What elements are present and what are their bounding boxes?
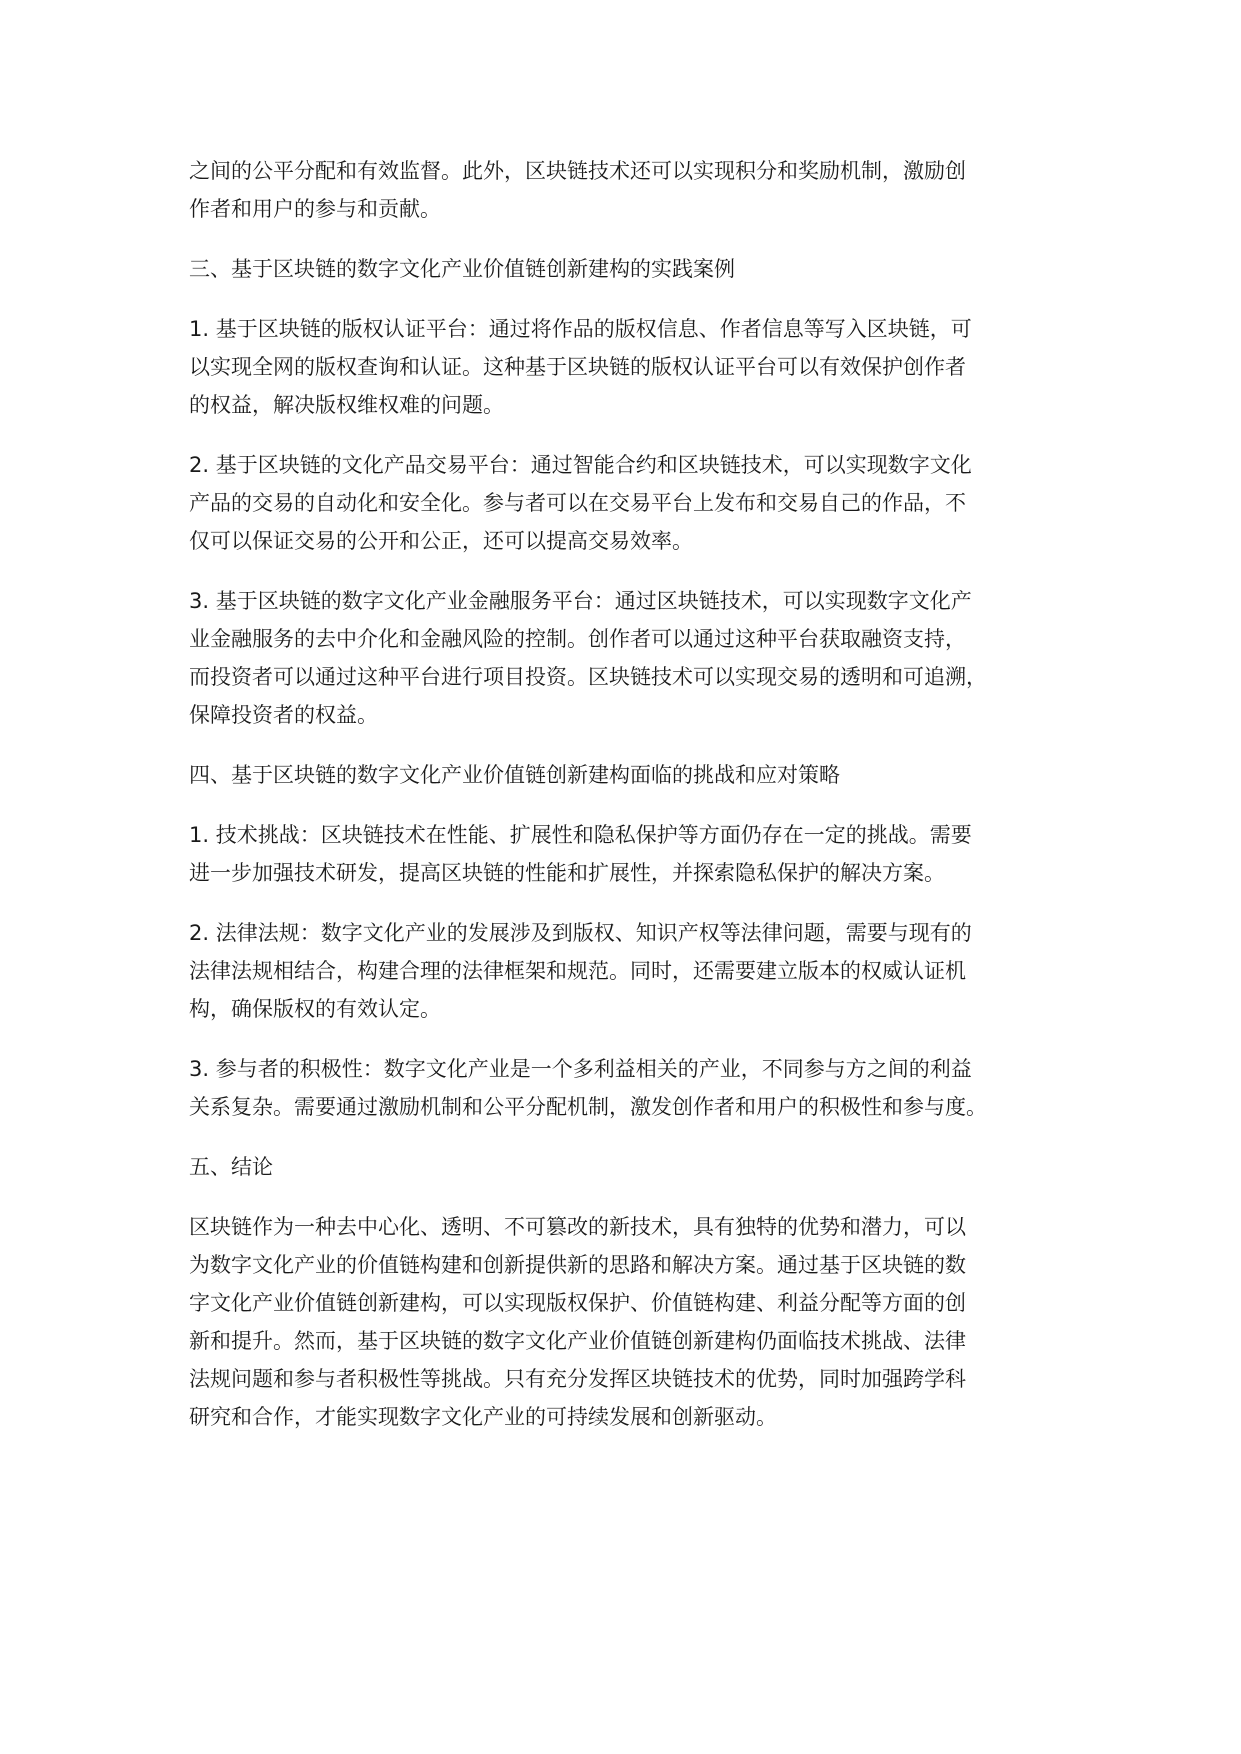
list-item: 2. 基于区块链的文化产品交易平台：通过智能合约和区块链技术，可以实现数字文化 产品的交易的自动化和安全化。参与者可以在交易平台上发布和交易自己的作品，不 仅可以保证交易的公开和公正，还可以提高交易效率。 [189, 453, 972, 553]
conclusion-paragraph: 区块链作为一种去中心化、透明、不可篡改的新技术，具有独特的优势和潜力，可以 为数字文化产业的价值链构建和创新提供新的思路和解决方案。通过基于区块链的数 字文化产业价值链创新建构，可以实现版权保护、价值链构建、利益分配等方面的创 新和提升。然而，基于区块链的数字文化产业价值链创新建构仍面临技术挑战、法律 法规问题和参与者积极性等挑战。只有充分发挥区块链技术的优势，同时加强跨学科 研究和合作，才能实现数字文化产业的可持续发展和创新驱动。 [189, 1215, 966, 1429]
list-item: 1. 基于区块链的版权认证平台：通过将作品的版权信息、作者信息等写入区块链，可 以实现全网的版权查询和认证。这种基于区块链的版权认证平台可以有效保护创作者 的权益，解决版权维权难的问题。 [189, 317, 972, 417]
document-body [189, 152, 1089, 1458]
section-heading-4: 四、基于区块链的数字文化产业价值链创新建构面临的挑战和应对策略 [189, 763, 840, 787]
list-item: 3. 参与者的积极性：数字文化产业是一个多利益相关的产业，不同参与方之间的利益 关系复杂。需要通过激励机制和公平分配机制，激发创作者和用户的积极性和参与度。 [189, 1057, 987, 1119]
section-heading-5: 五、结论 [189, 1155, 273, 1179]
paragraph-continuation: 之间的公平分配和有效监督。此外，区块链技术还可以实现积分和奖励机制，激励创 作者和用户的参与和贡献。 [189, 159, 966, 221]
list-item: 2. 法律法规：数字文化产业的发展涉及到版权、知识产权等法律问题，需要与现有的 法律法规相结合，构建合理的法律框架和规范。同时，还需要建立版本的权威认证机 构，确保版权的有效认定。 [189, 921, 972, 1021]
list-item: 3. 基于区块链的数字文化产业金融服务平台：通过区块链技术，可以实现数字文化产 业金融服务的去中介化和金融风险的控制。创作者可以通过这种平台获取融资支持， 而投资者可以通过这种平台进行项目投资。区块链技术可以实现交易的透明和可追溯， 保障投资者的权益。 [189, 589, 987, 727]
list-item: 1. 技术挑战：区块链技术在性能、扩展性和隐私保护等方面仍存在一定的挑战。需要 进一步加强技术研发，提高区块链的性能和扩展性，并探索隐私保护的解决方案。 [189, 823, 972, 885]
section-heading-3: 三、基于区块链的数字文化产业价值链创新建构的实践案例 [189, 257, 735, 281]
